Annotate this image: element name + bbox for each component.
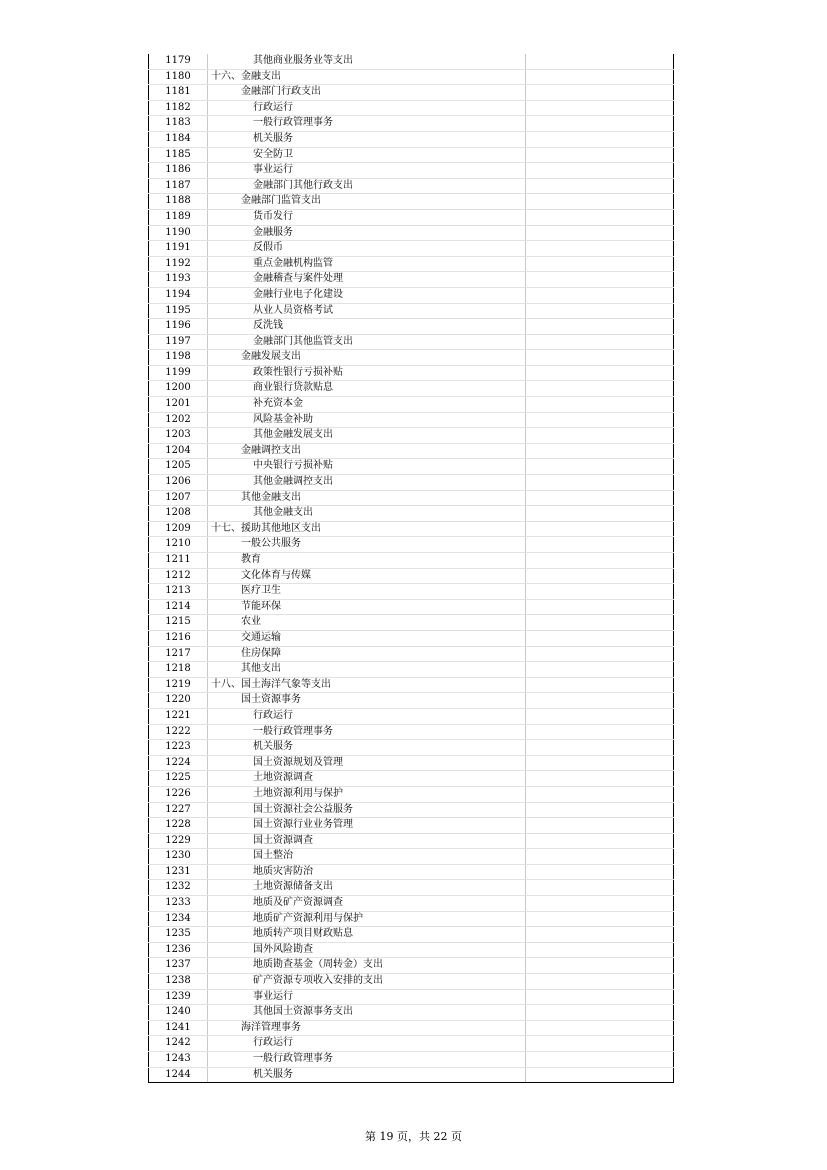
- value-cell: [526, 225, 674, 241]
- value-cell: [526, 818, 674, 834]
- row-number: 1218: [149, 662, 208, 678]
- row-number: 1216: [149, 630, 208, 646]
- value-cell: [526, 974, 674, 990]
- value-cell: [526, 85, 674, 101]
- value-cell: [526, 256, 674, 272]
- table-row: [149, 443, 674, 459]
- row-number: 1235: [149, 927, 208, 943]
- table-row: [149, 194, 674, 210]
- item-name: 国外风险勘查: [208, 942, 526, 958]
- item-name: 金融部门监管支出: [208, 194, 526, 210]
- item-name: 土地资源调查: [208, 771, 526, 787]
- table-row: [149, 241, 674, 257]
- value-cell: [526, 724, 674, 740]
- table-row: [149, 459, 674, 475]
- table-row: [149, 958, 674, 974]
- value-cell: [526, 521, 674, 537]
- table-row: [149, 974, 674, 990]
- item-name: 补充资本金: [208, 397, 526, 413]
- table-row: [149, 802, 674, 818]
- table-row: [149, 54, 674, 69]
- row-number: 1237: [149, 958, 208, 974]
- row-number: 1198: [149, 350, 208, 366]
- value-cell: [526, 116, 674, 132]
- item-name: 节能环保: [208, 599, 526, 615]
- value-cell: [526, 412, 674, 428]
- value-cell: [526, 989, 674, 1005]
- value-cell: [526, 194, 674, 210]
- row-number: 1226: [149, 786, 208, 802]
- item-name: 一般行政管理事务: [208, 724, 526, 740]
- row-number: 1228: [149, 818, 208, 834]
- item-name: 国土资源规划及管理: [208, 755, 526, 771]
- value-cell: [526, 786, 674, 802]
- item-name: 教育: [208, 553, 526, 569]
- table-row: [149, 490, 674, 506]
- table-row: [149, 365, 674, 381]
- row-number: 1193: [149, 272, 208, 288]
- item-name: 一般公共服务: [208, 537, 526, 553]
- item-name: 文化体育与传媒: [208, 568, 526, 584]
- table-row: [149, 630, 674, 646]
- table-row: [149, 724, 674, 740]
- row-number: 1192: [149, 256, 208, 272]
- value-cell: [526, 131, 674, 147]
- value-cell: [526, 1067, 674, 1083]
- row-number: 1217: [149, 646, 208, 662]
- table-row: [149, 864, 674, 880]
- page-footer: 第 19 页，共 22 页: [365, 1130, 462, 1143]
- table-row: [149, 147, 674, 163]
- item-name: 一般行政管理事务: [208, 116, 526, 132]
- row-number: 1202: [149, 412, 208, 428]
- item-name: 事业运行: [208, 163, 526, 179]
- value-cell: [526, 615, 674, 631]
- item-name: 机关服务: [208, 131, 526, 147]
- row-number: 1239: [149, 989, 208, 1005]
- table-row: [149, 833, 674, 849]
- value-cell: [526, 880, 674, 896]
- value-cell: [526, 584, 674, 600]
- row-number: 1189: [149, 209, 208, 225]
- item-name: 国土资源社会公益服务: [208, 802, 526, 818]
- value-cell: [526, 69, 674, 85]
- item-name: 行政运行: [208, 708, 526, 724]
- row-number: 1210: [149, 537, 208, 553]
- item-name: 其他国土资源事务支出: [208, 1005, 526, 1021]
- table-row: [149, 131, 674, 147]
- table-row: [149, 849, 674, 865]
- value-cell: [526, 443, 674, 459]
- value-cell: [526, 802, 674, 818]
- item-name: 交通运输: [208, 630, 526, 646]
- item-name: 一般行政管理事务: [208, 1052, 526, 1068]
- value-cell: [526, 630, 674, 646]
- row-number: 1241: [149, 1020, 208, 1036]
- item-name: 反假币: [208, 241, 526, 257]
- row-number: 1206: [149, 475, 208, 491]
- row-number: 1242: [149, 1036, 208, 1052]
- item-name: 地质灾害防治: [208, 864, 526, 880]
- value-cell: [526, 287, 674, 303]
- row-number: 1212: [149, 568, 208, 584]
- item-name: 海洋管理事务: [208, 1020, 526, 1036]
- value-cell: [526, 365, 674, 381]
- table-row: [149, 537, 674, 553]
- table-row: [149, 989, 674, 1005]
- row-number: 1236: [149, 942, 208, 958]
- table-row: [149, 708, 674, 724]
- value-cell: [526, 1052, 674, 1068]
- table-row: [149, 397, 674, 413]
- row-number: 1190: [149, 225, 208, 241]
- row-number: 1234: [149, 911, 208, 927]
- row-number: 1215: [149, 615, 208, 631]
- row-number: 1183: [149, 116, 208, 132]
- item-name: 地质勘查基金（周转金）支出: [208, 958, 526, 974]
- row-number: 1223: [149, 740, 208, 756]
- value-cell: [526, 459, 674, 475]
- row-number: 1222: [149, 724, 208, 740]
- table-row: [149, 303, 674, 319]
- value-cell: [526, 833, 674, 849]
- row-number: 1219: [149, 677, 208, 693]
- value-cell: [526, 506, 674, 522]
- table-row: [149, 1020, 674, 1036]
- value-cell: [526, 490, 674, 506]
- item-name: 商业银行贷款贴息: [208, 381, 526, 397]
- value-cell: [526, 864, 674, 880]
- table-row: [149, 506, 674, 522]
- table-row: [149, 428, 674, 444]
- row-number: 1231: [149, 864, 208, 880]
- value-cell: [526, 241, 674, 257]
- value-cell: [526, 319, 674, 335]
- table-row: [149, 615, 674, 631]
- table-row: [149, 599, 674, 615]
- table-row: [149, 319, 674, 335]
- row-number: 1238: [149, 974, 208, 990]
- value-cell: [526, 599, 674, 615]
- table-row: [149, 740, 674, 756]
- table-row: [149, 475, 674, 491]
- table-row: [149, 272, 674, 288]
- table-row: [149, 584, 674, 600]
- item-name: 其他金融发展支出: [208, 428, 526, 444]
- table-row: [149, 786, 674, 802]
- row-number: 1195: [149, 303, 208, 319]
- value-cell: [526, 1020, 674, 1036]
- row-number: 1182: [149, 100, 208, 116]
- item-name: 国土资源调查: [208, 833, 526, 849]
- row-number: 1194: [149, 287, 208, 303]
- row-number: 1209: [149, 521, 208, 537]
- item-name: 十八、国土海洋气象等支出: [208, 677, 526, 693]
- item-name: 货币发行: [208, 209, 526, 225]
- table-row: [149, 225, 674, 241]
- value-cell: [526, 849, 674, 865]
- item-name: 金融部门行政支出: [208, 85, 526, 101]
- item-name: 金融部门其他行政支出: [208, 178, 526, 194]
- item-name: 重点金融机构监管: [208, 256, 526, 272]
- row-number: 1207: [149, 490, 208, 506]
- table-row: [149, 412, 674, 428]
- value-cell: [526, 147, 674, 163]
- value-cell: [526, 54, 674, 69]
- value-cell: [526, 693, 674, 709]
- table-row: [149, 568, 674, 584]
- item-name: 行政运行: [208, 100, 526, 116]
- item-name: 十六、金融支出: [208, 69, 526, 85]
- item-name: 矿产资源专项收入安排的支出: [208, 974, 526, 990]
- table-row: [149, 662, 674, 678]
- row-number: 1203: [149, 428, 208, 444]
- value-cell: [526, 646, 674, 662]
- table-row: [149, 1005, 674, 1021]
- value-cell: [526, 397, 674, 413]
- item-name: 金融调控支出: [208, 443, 526, 459]
- table-row: [149, 209, 674, 225]
- value-cell: [526, 178, 674, 194]
- item-name: 事业运行: [208, 989, 526, 1005]
- row-number: 1179: [149, 54, 208, 69]
- item-name: 其他支出: [208, 662, 526, 678]
- item-name: 其他金融调控支出: [208, 475, 526, 491]
- table-row: [149, 69, 674, 85]
- row-number: 1211: [149, 553, 208, 569]
- row-number: 1184: [149, 131, 208, 147]
- item-name: 国土资源事务: [208, 693, 526, 709]
- table-row: [149, 381, 674, 397]
- table-row: [149, 1067, 674, 1083]
- row-number: 1240: [149, 1005, 208, 1021]
- row-number: 1227: [149, 802, 208, 818]
- value-cell: [526, 911, 674, 927]
- item-name: 其他商业服务业等支出: [208, 54, 526, 69]
- item-name: 土地资源储备支出: [208, 880, 526, 896]
- item-name: 从业人员资格考试: [208, 303, 526, 319]
- item-name: 反洗钱: [208, 319, 526, 335]
- row-number: 1204: [149, 443, 208, 459]
- table-row: [149, 256, 674, 272]
- value-cell: [526, 771, 674, 787]
- item-name: 金融发展支出: [208, 350, 526, 366]
- table-row: [149, 521, 674, 537]
- value-cell: [526, 740, 674, 756]
- row-number: 1232: [149, 880, 208, 896]
- value-cell: [526, 428, 674, 444]
- value-cell: [526, 755, 674, 771]
- table-row: [149, 287, 674, 303]
- row-number: 1199: [149, 365, 208, 381]
- row-number: 1196: [149, 319, 208, 335]
- value-cell: [526, 708, 674, 724]
- table-row: [149, 818, 674, 834]
- item-name: 金融稽查与案件处理: [208, 272, 526, 288]
- value-cell: [526, 537, 674, 553]
- item-name: 中央银行亏损补贴: [208, 459, 526, 475]
- item-name: 其他金融支出: [208, 490, 526, 506]
- table-row: [149, 677, 674, 693]
- item-name: 金融服务: [208, 225, 526, 241]
- value-cell: [526, 334, 674, 350]
- item-name: 金融部门其他监管支出: [208, 334, 526, 350]
- value-cell: [526, 350, 674, 366]
- value-cell: [526, 662, 674, 678]
- item-name: 住房保障: [208, 646, 526, 662]
- row-number: 1224: [149, 755, 208, 771]
- item-name: 土地资源利用与保护: [208, 786, 526, 802]
- table-row: [149, 334, 674, 350]
- row-number: 1220: [149, 693, 208, 709]
- value-cell: [526, 163, 674, 179]
- table-row: [149, 755, 674, 771]
- row-number: 1191: [149, 241, 208, 257]
- row-number: 1244: [149, 1067, 208, 1083]
- row-number: 1233: [149, 896, 208, 912]
- item-name: 地质及矿产资源调查: [208, 896, 526, 912]
- value-cell: [526, 209, 674, 225]
- row-number: 1180: [149, 69, 208, 85]
- table-row: [149, 350, 674, 366]
- table-row: [149, 771, 674, 787]
- row-number: 1185: [149, 147, 208, 163]
- item-name: 政策性银行亏损补贴: [208, 365, 526, 381]
- row-number: 1200: [149, 381, 208, 397]
- item-name: 行政运行: [208, 1036, 526, 1052]
- item-name: 安全防卫: [208, 147, 526, 163]
- table-row: [149, 116, 674, 132]
- item-name: 机关服务: [208, 1067, 526, 1083]
- row-number: 1205: [149, 459, 208, 475]
- item-name: 国土资源行业业务管理: [208, 818, 526, 834]
- row-number: 1230: [149, 849, 208, 865]
- row-number: 1201: [149, 397, 208, 413]
- budget-table-body: [149, 54, 674, 1083]
- row-number: 1225: [149, 771, 208, 787]
- value-cell: [526, 896, 674, 912]
- budget-table: [148, 54, 674, 1083]
- table-row: [149, 896, 674, 912]
- item-name: 机关服务: [208, 740, 526, 756]
- row-number: 1243: [149, 1052, 208, 1068]
- table-row: [149, 1052, 674, 1068]
- item-name: 其他金融支出: [208, 506, 526, 522]
- item-name: 金融行业电子化建设: [208, 287, 526, 303]
- row-number: 1188: [149, 194, 208, 210]
- value-cell: [526, 475, 674, 491]
- row-number: 1221: [149, 708, 208, 724]
- value-cell: [526, 677, 674, 693]
- row-number: 1208: [149, 506, 208, 522]
- table-row: [149, 927, 674, 943]
- value-cell: [526, 942, 674, 958]
- row-number: 1229: [149, 833, 208, 849]
- item-name: 地质矿产资源利用与保护: [208, 911, 526, 927]
- row-number: 1186: [149, 163, 208, 179]
- value-cell: [526, 568, 674, 584]
- table-row: [149, 693, 674, 709]
- row-number: 1197: [149, 334, 208, 350]
- row-number: 1214: [149, 599, 208, 615]
- value-cell: [526, 1036, 674, 1052]
- item-name: 十七、援助其他地区支出: [208, 521, 526, 537]
- item-name: 医疗卫生: [208, 584, 526, 600]
- table-row: [149, 100, 674, 116]
- table-row: [149, 553, 674, 569]
- table-row: [149, 880, 674, 896]
- item-name: 国土整治: [208, 849, 526, 865]
- row-number: 1181: [149, 85, 208, 101]
- value-cell: [526, 381, 674, 397]
- value-cell: [526, 958, 674, 974]
- value-cell: [526, 1005, 674, 1021]
- table-row: [149, 646, 674, 662]
- table-row: [149, 1036, 674, 1052]
- item-name: 地质转产项目财政贴息: [208, 927, 526, 943]
- item-name: 农业: [208, 615, 526, 631]
- value-cell: [526, 553, 674, 569]
- table-row: [149, 942, 674, 958]
- value-cell: [526, 303, 674, 319]
- value-cell: [526, 100, 674, 116]
- row-number: 1187: [149, 178, 208, 194]
- value-cell: [526, 927, 674, 943]
- table-row: [149, 85, 674, 101]
- value-cell: [526, 272, 674, 288]
- item-name: 风险基金补助: [208, 412, 526, 428]
- table-row: [149, 163, 674, 179]
- table-row: [149, 178, 674, 194]
- table-row: [149, 911, 674, 927]
- row-number: 1213: [149, 584, 208, 600]
